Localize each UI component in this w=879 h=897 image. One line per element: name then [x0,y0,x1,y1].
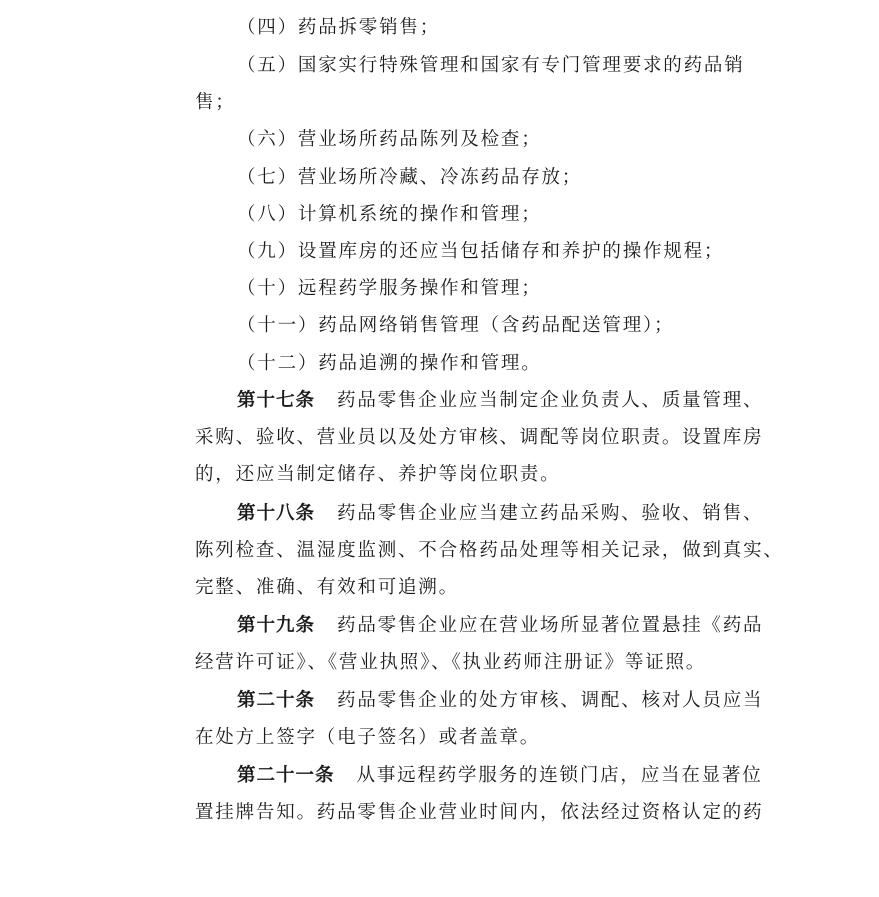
article-18-line-3: 完整、准确、有效和可追溯。 [195,577,459,598]
list-item-12: （十二）药品追溯的操作和管理。 [237,353,542,374]
list-item-6: （六）营业场所药品陈列及检查； [237,129,542,150]
list-item-5: （五）国家实行特殊管理和国家有专门管理要求的药品销 [237,55,745,76]
article-17-heading: 第十七条 [237,390,316,411]
article-17-text: 药品零售企业应当制定企业负责人、质量管理、 [337,390,764,411]
article-20-line-2: 在处方上签字（电子签名）或者盖章。 [195,727,541,748]
article-19-first-line [237,614,785,638]
article-18-line-2: 陈列检查、温湿度监测、不合格药品处理等相关记录，做到真实、 [195,540,784,561]
article-18-first-line [237,502,785,526]
article-20-first-line [237,689,785,713]
article-18-text: 药品零售企业应当建立药品采购、验收、销售、 [337,503,764,524]
article-19-line-2: 经营许可证》、《营业执照》、《执业药师注册证》等证照。 [195,652,707,673]
article-19-text: 药品零售企业应在营业场所显著位置悬挂《药品 [337,615,764,636]
article-20-text: 药品零售企业的处方审核、调配、核对人员应当 [337,690,764,711]
list-item-9: （九）设置库房的还应当包括储存和养护的操作规程； [237,241,725,262]
article-21-text: 从事远程药学服务的连锁门店，应当在显著位 [356,765,763,786]
article-17-line-3: 的，还应当制定储存、养护等岗位职责。 [195,464,561,485]
list-item-11: （十一）药品网络销售管理（含药品配送管理）； [237,315,675,336]
article-18-heading: 第十八条 [237,503,316,524]
list-item-4: （四）药品拆零销售； [237,17,441,38]
article-17-line-2: 采购、验收、营业员以及处方审核、调配等岗位职责。设置库房 [195,427,764,448]
article-21-line-2: 置挂牌告知。药品零售企业营业时间内，依法经过资格认定的药 [195,802,764,823]
list-item-5-continued: 售； [195,92,236,113]
article-21-first-line [237,764,785,788]
list-item-10: （十）远程药学服务操作和管理； [237,278,542,299]
article-17-first-line [237,389,785,413]
article-19-heading: 第十九条 [237,615,316,636]
article-21-heading: 第二十一条 [237,765,335,786]
list-item-8: （八）计算机系统的操作和管理； [237,204,542,225]
list-item-7: （七）营业场所冷藏、冷冻药品存放； [237,167,583,188]
article-20-heading: 第二十条 [237,690,316,711]
